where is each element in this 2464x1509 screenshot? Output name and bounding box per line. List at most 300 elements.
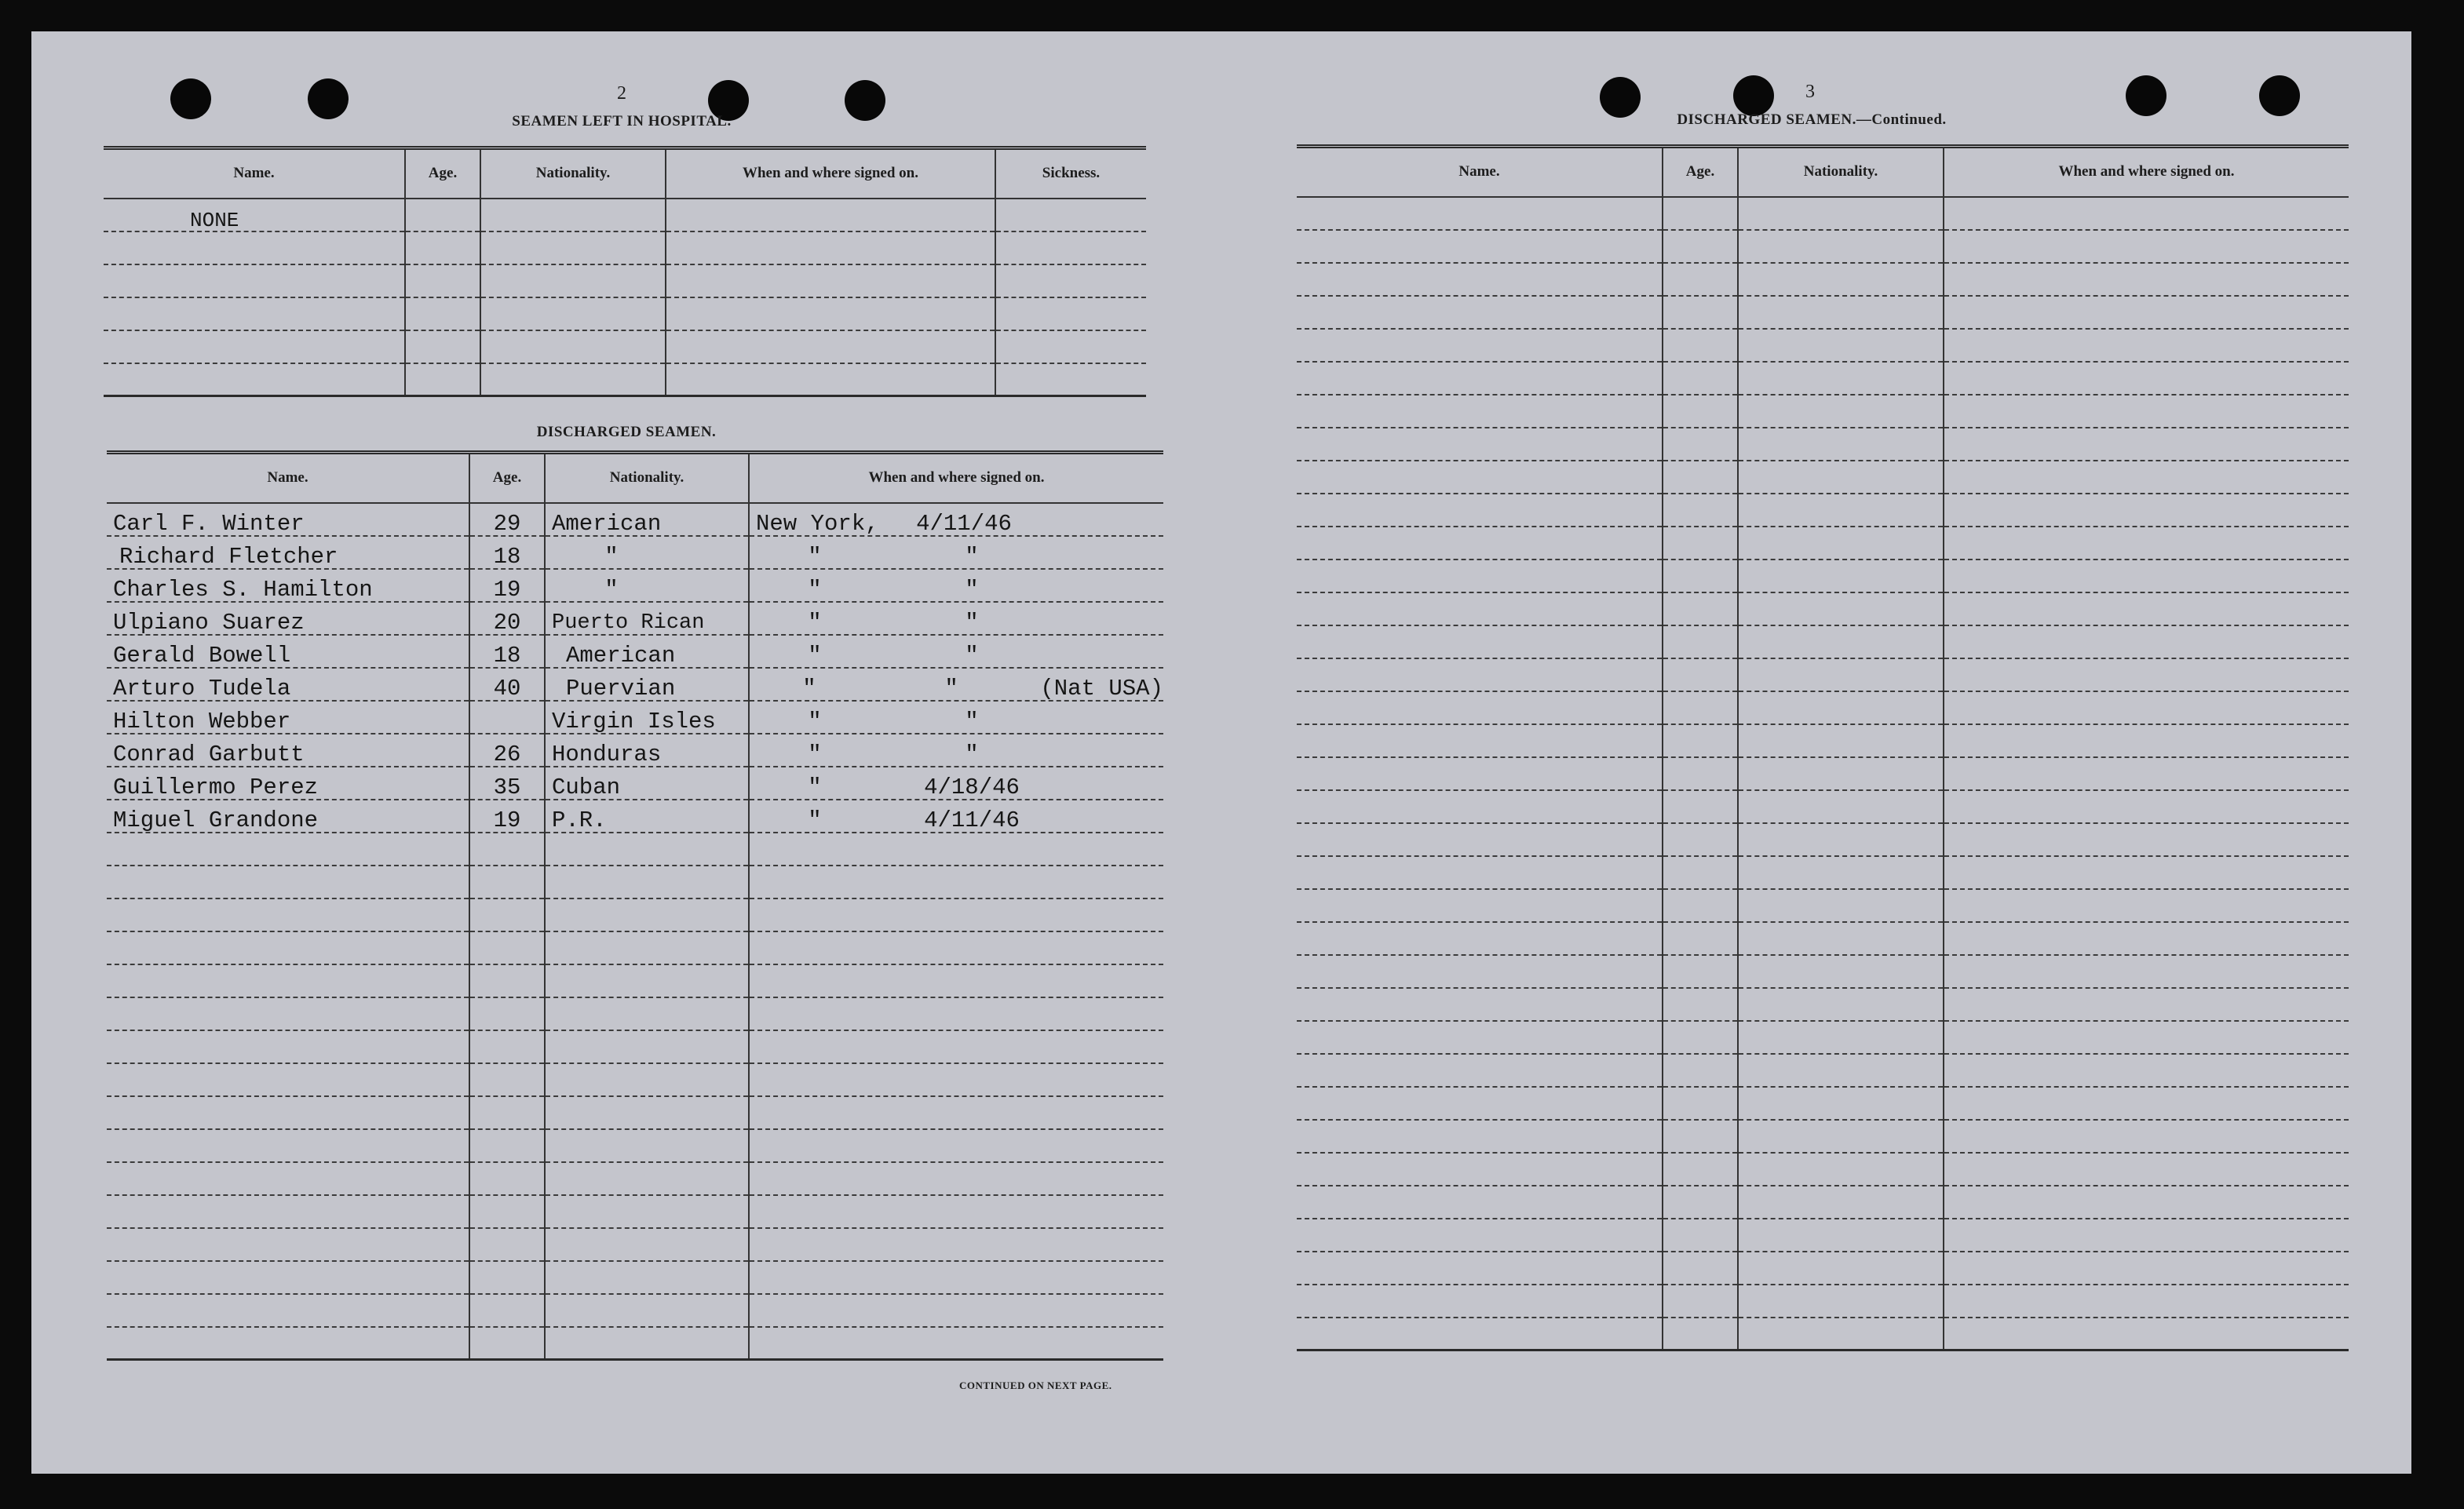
table-cell	[1663, 1219, 1738, 1252]
table-cell	[405, 363, 480, 396]
table-cell	[1738, 856, 1944, 889]
table-cell	[107, 1030, 469, 1063]
table-cell	[469, 866, 545, 898]
table-row	[107, 800, 1163, 833]
table-cell	[1738, 625, 1944, 658]
table-cell	[749, 1195, 1163, 1228]
table-cell	[107, 1261, 469, 1294]
table-cell	[469, 964, 545, 997]
table-cell	[469, 931, 545, 964]
table-cell	[1297, 1021, 1663, 1054]
table-row	[107, 734, 1163, 767]
table-cell	[107, 964, 469, 997]
table-cell	[995, 231, 1146, 264]
seaman-name: Richard Fletcher	[107, 536, 469, 569]
table-cell	[749, 931, 1163, 964]
hospital-section-title: SEAMEN LEFT IN HOSPITAL.	[512, 113, 732, 129]
blank-row	[107, 898, 1163, 931]
table-cell	[1738, 230, 1944, 263]
table-row	[107, 602, 1163, 635]
table-cell	[1663, 1186, 1738, 1219]
table-cell	[1944, 395, 2349, 428]
table-cell	[995, 297, 1146, 330]
table-cell	[1944, 494, 2349, 527]
table-cell	[1738, 1054, 1944, 1087]
seaman-nationality: Honduras	[545, 734, 749, 767]
table-cell	[1944, 461, 2349, 494]
table-cell	[1297, 922, 1663, 955]
table-cell	[1663, 461, 1738, 494]
seaman-name: Ulpiano Suarez	[107, 602, 469, 635]
table-cell	[1738, 1087, 1944, 1120]
table-cell	[469, 1063, 545, 1096]
table-cell	[749, 1228, 1163, 1261]
seaman-age: 19	[469, 800, 545, 833]
table-cell	[107, 931, 469, 964]
table-cell	[469, 997, 545, 1030]
seaman-name: Arturo Tudela	[107, 668, 469, 701]
table-cell	[1663, 527, 1738, 559]
table-cell	[1297, 1153, 1663, 1186]
table-cell	[469, 1261, 545, 1294]
table-cell	[1297, 790, 1663, 823]
table-cell	[749, 1162, 1163, 1195]
hospital-table-header	[104, 148, 1146, 199]
table-cell	[666, 264, 995, 297]
blank-row	[1297, 988, 2349, 1021]
table-row	[104, 297, 1146, 330]
table-cell	[107, 1195, 469, 1228]
table-cell	[1297, 592, 1663, 625]
signed-on-place: "	[808, 774, 822, 800]
table-cell	[545, 1261, 749, 1294]
signed-on-cell	[749, 701, 1163, 734]
blank-row	[107, 866, 1163, 898]
table-cell	[749, 898, 1163, 931]
table-cell	[107, 1327, 469, 1360]
table-cell	[1738, 428, 1944, 461]
discharged-table-body	[107, 503, 1163, 1360]
table-cell	[1297, 527, 1663, 559]
table-cell	[1297, 1252, 1663, 1285]
table-cell	[1663, 1318, 1738, 1350]
table-cell	[469, 1030, 545, 1063]
blank-row	[1297, 592, 2349, 625]
signed-on-cell	[749, 536, 1163, 569]
table-cell	[1663, 955, 1738, 988]
table-cell	[1297, 395, 1663, 428]
blank-row	[107, 1195, 1163, 1228]
table-cell	[1944, 527, 2349, 559]
signed-on-place: "	[808, 741, 822, 767]
seaman-name: Hilton Webber	[107, 701, 469, 734]
blank-row	[1297, 296, 2349, 329]
table-row	[107, 767, 1163, 800]
table-cell	[545, 1096, 749, 1129]
table-cell	[1297, 988, 1663, 1021]
discharged-continued-header	[1297, 147, 2349, 197]
table-row	[107, 701, 1163, 734]
signed-on-date: "	[965, 543, 979, 570]
blank-row	[1297, 757, 2349, 790]
signed-on-date: "	[965, 708, 979, 734]
table-cell	[1663, 329, 1738, 362]
table-cell	[1297, 1285, 1663, 1318]
seaman-nationality: Puerto Rican	[545, 602, 749, 635]
blank-row	[1297, 1252, 2349, 1285]
table-cell	[545, 898, 749, 931]
column-header: Age.	[1663, 147, 1738, 197]
table-cell	[1738, 889, 1944, 922]
table-row	[107, 536, 1163, 569]
table-cell	[1297, 296, 1663, 329]
signed-on-date: 4/11/46	[916, 510, 1012, 537]
signed-on-cell	[749, 767, 1163, 800]
blank-row	[1297, 362, 2349, 395]
table-cell	[104, 363, 405, 396]
table-cell	[1738, 197, 1944, 230]
table-cell	[545, 1162, 749, 1195]
table-cell	[995, 264, 1146, 297]
column-header: When and where signed on.	[666, 148, 995, 199]
table-cell	[1297, 559, 1663, 592]
seaman-name: Charles S. Hamilton	[107, 569, 469, 602]
blank-row	[1297, 230, 2349, 263]
signed-on-place: "	[802, 675, 816, 702]
table-cell	[469, 1327, 545, 1360]
seaman-name: Guillermo Perez	[107, 767, 469, 800]
table-cell	[1663, 296, 1738, 329]
signed-on-place: "	[808, 642, 822, 669]
table-cell	[107, 898, 469, 931]
seaman-name: Carl F. Winter	[107, 503, 469, 536]
table-cell	[1297, 230, 1663, 263]
table-cell	[405, 264, 480, 297]
blank-row	[107, 1327, 1163, 1360]
discharged-table	[107, 450, 1163, 1361]
right-page-number: 3	[1805, 82, 1815, 102]
table-cell	[1297, 197, 1663, 230]
table-cell	[1663, 395, 1738, 428]
column-header: Nationality.	[480, 148, 666, 199]
blank-row	[1297, 1153, 2349, 1186]
table-cell	[1297, 1120, 1663, 1153]
table-cell	[1663, 625, 1738, 658]
table-cell	[545, 1030, 749, 1063]
table-cell	[1663, 724, 1738, 757]
table-cell	[1738, 1252, 1944, 1285]
seaman-nationality: "	[545, 536, 749, 569]
seaman-age: 19	[469, 569, 545, 602]
table-cell	[1944, 724, 2349, 757]
blank-row	[107, 1063, 1163, 1096]
seaman-name: Miguel Grandone	[107, 800, 469, 833]
table-cell	[1944, 856, 2349, 889]
blank-row	[1297, 724, 2349, 757]
table-cell	[666, 297, 995, 330]
table-cell	[1663, 691, 1738, 724]
table-cell	[1944, 1186, 2349, 1219]
table-cell	[1663, 494, 1738, 527]
table-cell	[1738, 1120, 1944, 1153]
table-cell	[107, 1096, 469, 1129]
table-cell	[480, 363, 666, 396]
table-cell	[1738, 592, 1944, 625]
seaman-nationality: P.R.	[545, 800, 749, 833]
table-cell	[1738, 790, 1944, 823]
blank-row	[1297, 691, 2349, 724]
table-cell	[1738, 955, 1944, 988]
table-cell	[749, 1129, 1163, 1162]
hospital-entry: NONE	[104, 199, 405, 231]
table-cell	[545, 833, 749, 866]
blank-row	[107, 1129, 1163, 1162]
table-cell	[1297, 757, 1663, 790]
table-cell	[1944, 428, 2349, 461]
table-cell	[1297, 889, 1663, 922]
table-cell	[1944, 757, 2349, 790]
blank-row	[1297, 527, 2349, 559]
table-cell	[1738, 461, 1944, 494]
seaman-age	[469, 701, 545, 734]
table-cell	[749, 997, 1163, 1030]
table-cell	[666, 330, 995, 363]
table-cell	[1944, 230, 2349, 263]
blank-row	[1297, 494, 2349, 527]
table-cell	[1297, 955, 1663, 988]
table-cell	[1297, 1087, 1663, 1120]
signed-on-date: "	[965, 741, 979, 767]
signed-on-date: "	[965, 576, 979, 603]
table-cell	[107, 1228, 469, 1261]
blank-row	[1297, 197, 2349, 230]
table-row	[104, 330, 1146, 363]
table-cell	[545, 1129, 749, 1162]
table-row	[104, 231, 1146, 264]
table-cell	[749, 866, 1163, 898]
table-cell	[1663, 1120, 1738, 1153]
table-cell	[107, 1162, 469, 1195]
table-cell	[545, 1294, 749, 1327]
table-cell	[1944, 955, 2349, 988]
signed-on-date: "	[965, 642, 979, 669]
table-cell	[1663, 658, 1738, 691]
table-cell	[1738, 658, 1944, 691]
table-cell	[480, 231, 666, 264]
table-cell	[1663, 230, 1738, 263]
table-cell	[1738, 527, 1944, 559]
signed-on-cell	[749, 635, 1163, 668]
table-cell	[1663, 592, 1738, 625]
discharged-continued-table	[1297, 144, 2349, 1351]
seaman-nationality: Cuban	[545, 767, 749, 800]
table-cell	[666, 199, 995, 231]
table-cell	[469, 1195, 545, 1228]
table-cell	[1297, 856, 1663, 889]
table-cell	[1297, 1186, 1663, 1219]
signed-on-place: "	[808, 576, 822, 603]
table-cell	[104, 330, 405, 363]
blank-row	[1297, 1285, 2349, 1318]
table-cell	[1663, 263, 1738, 296]
signed-on-date: 4/11/46	[924, 807, 1020, 833]
table-cell	[1944, 658, 2349, 691]
table-cell	[1738, 1285, 1944, 1318]
blank-row	[107, 964, 1163, 997]
signed-on-cell	[749, 668, 1163, 701]
table-cell	[1738, 395, 1944, 428]
table-cell	[1738, 296, 1944, 329]
table-cell	[480, 297, 666, 330]
table-cell	[469, 833, 545, 866]
table-cell	[749, 1327, 1163, 1360]
table-cell	[1738, 724, 1944, 757]
signed-on-place: "	[808, 609, 822, 636]
table-cell	[1944, 1153, 2349, 1186]
signed-on-date: 4/18/46	[924, 774, 1020, 800]
table-cell	[1738, 1219, 1944, 1252]
table-cell	[1944, 691, 2349, 724]
table-cell	[749, 1294, 1163, 1327]
blank-row	[107, 1162, 1163, 1195]
blank-row	[107, 833, 1163, 866]
table-cell	[1297, 658, 1663, 691]
table-cell	[545, 1327, 749, 1360]
blank-row	[1297, 461, 2349, 494]
blank-row	[1297, 856, 2349, 889]
table-cell	[107, 1063, 469, 1096]
table-cell	[469, 1294, 545, 1327]
column-header: Age.	[405, 148, 480, 199]
column-header: Name.	[107, 453, 469, 503]
seaman-age: 35	[469, 767, 545, 800]
blank-row	[107, 1228, 1163, 1261]
table-cell	[1663, 428, 1738, 461]
table-cell	[1297, 461, 1663, 494]
seaman-name: Conrad Garbutt	[107, 734, 469, 767]
table-cell	[1297, 1054, 1663, 1087]
continued-footer: CONTINUED ON NEXT PAGE.	[959, 1380, 1112, 1391]
blank-row	[1297, 889, 2349, 922]
table-cell	[1297, 724, 1663, 757]
table-cell	[1738, 362, 1944, 395]
table-cell	[1944, 823, 2349, 856]
table-cell	[1663, 988, 1738, 1021]
blank-row	[107, 931, 1163, 964]
table-cell	[545, 931, 749, 964]
blank-row	[107, 1096, 1163, 1129]
table-cell	[480, 330, 666, 363]
table-cell	[1944, 1087, 2349, 1120]
table-row	[104, 199, 1146, 231]
table-cell	[107, 1294, 469, 1327]
blank-row	[1297, 922, 2349, 955]
table-cell	[107, 866, 469, 898]
seaman-age: 20	[469, 602, 545, 635]
table-cell	[1663, 197, 1738, 230]
table-cell	[545, 866, 749, 898]
table-cell	[1944, 362, 2349, 395]
table-cell	[469, 1096, 545, 1129]
table-cell	[995, 363, 1146, 396]
signed-on-date: "	[944, 675, 958, 702]
table-cell	[1944, 263, 2349, 296]
table-cell	[1297, 1318, 1663, 1350]
signed-on-place: "	[808, 807, 822, 833]
blank-row	[1297, 395, 2349, 428]
table-cell	[1944, 1120, 2349, 1153]
table-cell	[666, 231, 995, 264]
table-cell	[104, 264, 405, 297]
table-cell	[405, 297, 480, 330]
table-cell	[1738, 329, 1944, 362]
table-cell	[469, 898, 545, 931]
blank-row	[1297, 823, 2349, 856]
punch-hole	[1733, 75, 1774, 116]
blank-row	[1297, 1054, 2349, 1087]
table-cell	[1663, 889, 1738, 922]
signed-on-note: (Nat USA)	[1040, 675, 1163, 702]
punch-hole	[170, 78, 211, 119]
table-cell	[1663, 1087, 1738, 1120]
discharged-continued-body	[1297, 197, 2349, 1350]
table-cell	[1738, 1021, 1944, 1054]
blank-row	[107, 1294, 1163, 1327]
punch-hole	[1600, 77, 1641, 118]
table-cell	[1297, 428, 1663, 461]
blank-row	[1297, 428, 2349, 461]
table-cell	[1663, 559, 1738, 592]
table-cell	[1944, 197, 2349, 230]
table-cell	[1663, 1021, 1738, 1054]
table-row	[104, 363, 1146, 396]
table-cell	[1738, 691, 1944, 724]
blank-row	[1297, 1021, 2349, 1054]
left-page-number: 2	[617, 83, 626, 104]
discharged-section-title: DISCHARGED SEAMEN.	[536, 424, 717, 440]
column-header: When and where signed on.	[1944, 147, 2349, 197]
blank-row	[1297, 790, 2349, 823]
blank-row	[107, 997, 1163, 1030]
table-cell	[1738, 263, 1944, 296]
signed-on-place: "	[808, 543, 822, 570]
table-cell	[469, 1129, 545, 1162]
table-cell	[1944, 1318, 2349, 1350]
table-cell	[405, 199, 480, 231]
table-cell	[1297, 362, 1663, 395]
table-cell	[1944, 1021, 2349, 1054]
table-cell	[749, 964, 1163, 997]
signed-on-date: "	[965, 609, 979, 636]
table-cell	[480, 199, 666, 231]
table-cell	[545, 1195, 749, 1228]
punch-hole	[308, 78, 349, 119]
seaman-age: 40	[469, 668, 545, 701]
table-cell	[1944, 1252, 2349, 1285]
table-cell	[995, 330, 1146, 363]
table-cell	[1738, 559, 1944, 592]
table-cell	[1944, 1054, 2349, 1087]
table-cell	[995, 199, 1146, 231]
table-cell	[405, 231, 480, 264]
table-cell	[1297, 263, 1663, 296]
column-header: Name.	[1297, 147, 1663, 197]
column-header: Nationality.	[1738, 147, 1944, 197]
hospital-table	[104, 146, 1146, 397]
table-cell	[107, 997, 469, 1030]
seaman-age: 26	[469, 734, 545, 767]
table-cell	[1297, 494, 1663, 527]
